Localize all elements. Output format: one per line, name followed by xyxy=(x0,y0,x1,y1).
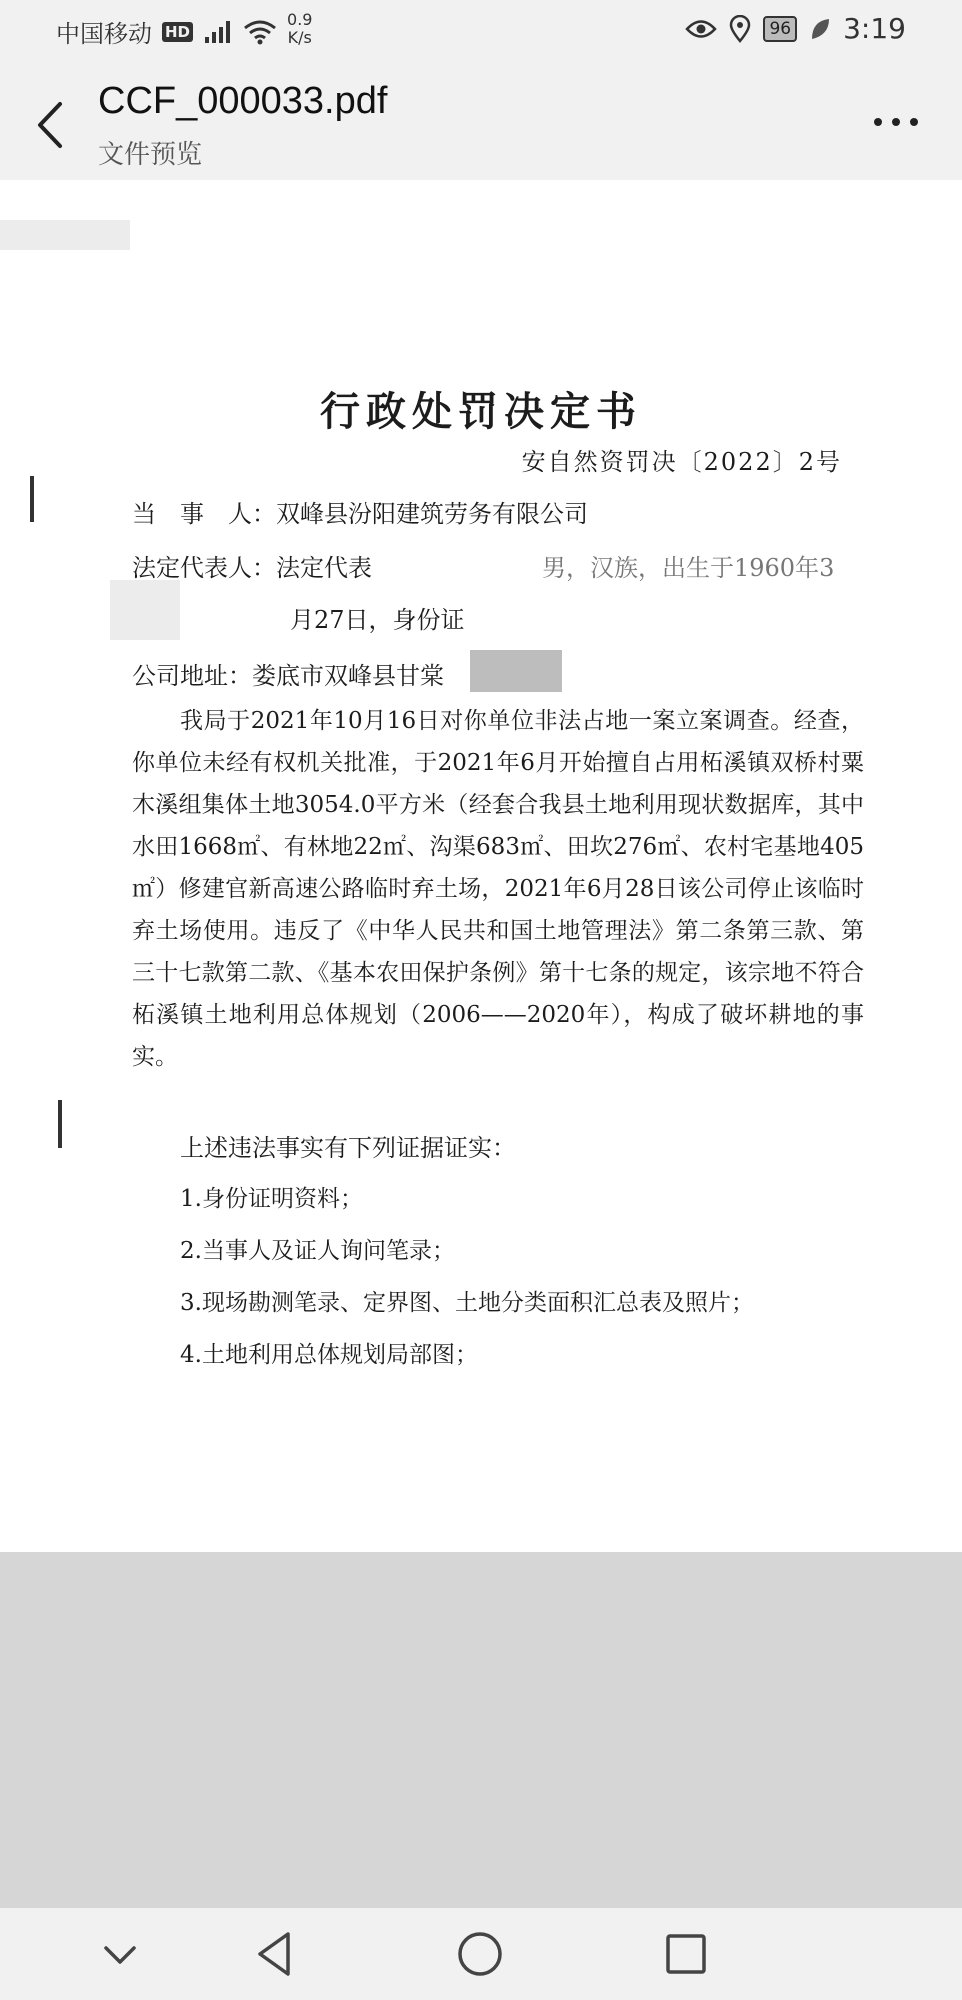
more-dot xyxy=(892,118,900,126)
battery-icon: 96 xyxy=(763,16,797,42)
address-line: 公司地址：娄底市双峰县甘棠 xyxy=(132,662,444,690)
evidence-item: 2.当事人及证人询问笔录； xyxy=(180,1238,455,1264)
signal-icon xyxy=(203,19,233,45)
file-subtitle: 文件预览 xyxy=(98,140,203,170)
legal-rep-tail: 男，汉族，出生于1960年3 xyxy=(542,554,835,582)
status-bar xyxy=(0,0,962,62)
nav-recents-icon[interactable] xyxy=(656,1924,716,1984)
carrier-label: 中国移动 xyxy=(56,20,152,48)
nav-home-icon[interactable] xyxy=(450,1924,510,1984)
back-arrow-icon[interactable] xyxy=(30,100,70,150)
scan-mark xyxy=(58,1100,62,1148)
evidence-item: 1.身份证明资料； xyxy=(180,1186,363,1212)
pdf-page[interactable] xyxy=(0,180,962,1552)
more-dot xyxy=(874,118,882,126)
legal-rep-line: 法定代表人：法定代表 xyxy=(132,554,372,582)
net-speed xyxy=(287,11,312,47)
status-left xyxy=(56,9,313,49)
doc-number: 安自然资罚决〔2022〕2号 xyxy=(521,448,842,476)
evidence-item: 4.土地利用总体规划局部图； xyxy=(180,1342,478,1368)
net-speed-value: 0.9 xyxy=(287,9,313,29)
party-line: 当 事 人：双峰县汾阳建筑劳务有限公司 xyxy=(132,500,588,528)
navigation-bar xyxy=(0,1908,962,2000)
scan-mark xyxy=(30,476,34,522)
redaction-mask xyxy=(478,594,668,630)
wifi-icon xyxy=(243,19,277,45)
legal-rep-cont: 月27日，身份证 xyxy=(290,606,465,634)
evidence-item: 3.现场勘测笔录、定界图、土地分类面积汇总表及照片； xyxy=(180,1290,754,1316)
body-paragraph: 我局于2021年10月16日对你单位非法占地一案立案调查。经查，你单位未经有权机关批准，于2021年6月开始擅自占用柘溪镇双桥村粟木溪组集体土地3054.0平方米（经套合我县土地利用现状数据库，其中水田1668㎡、有林地22㎡、沟渠683㎡、田坎276㎡、农村宅基地405㎡）修建官新高速公路临时弃土场，2021年6月28日该公司停止该临时弃土场使用。违反了《中华人民共和国土地管理法》第二条第三款、第三十七款第二款、《基本农田保护条例》第十七条的规定，该宗地不符合柘溪镇土地利用总体规划（2006——2020年），构成了破坏耕地的事实。 xyxy=(132,708,864,1070)
redaction-block xyxy=(470,650,562,692)
more-dot xyxy=(910,118,918,126)
app-bar xyxy=(0,62,962,180)
net-speed-unit: K/s xyxy=(287,27,312,47)
document-content xyxy=(0,180,962,1552)
evidence-intro: 上述违法事实有下列证据证实： xyxy=(180,1134,516,1162)
status-right xyxy=(685,12,906,45)
doc-title: 行政处罚决定书 xyxy=(320,388,642,435)
clock: 3:19 xyxy=(843,12,906,45)
leaf-icon xyxy=(809,17,831,41)
hd-badge: HD xyxy=(162,22,193,42)
redaction-mask xyxy=(392,544,538,578)
more-icon[interactable] xyxy=(874,118,918,126)
nav-down-icon[interactable] xyxy=(90,1924,150,1984)
location-icon xyxy=(729,15,751,43)
viewer-background xyxy=(0,1552,962,1908)
file-title: CCF_000033.pdf xyxy=(98,80,388,122)
nav-back-icon[interactable] xyxy=(246,1924,306,1984)
eye-icon xyxy=(685,18,717,40)
